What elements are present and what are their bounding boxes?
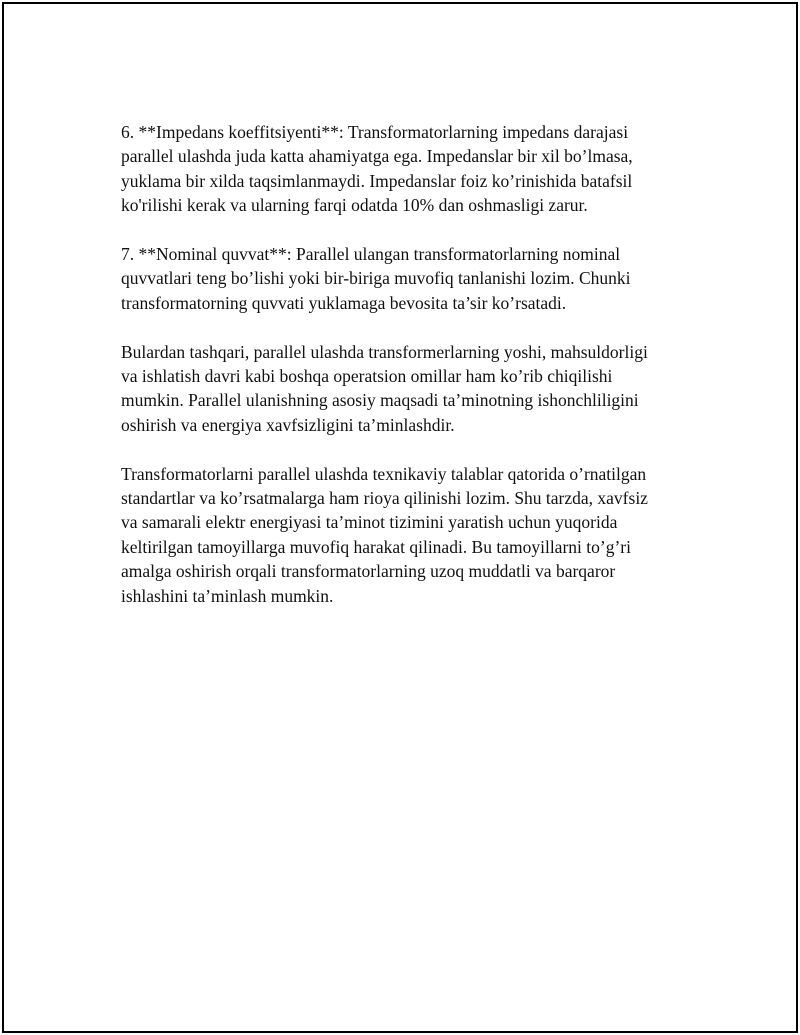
paragraph-operational-factors: Bulardan tashqari, parallel ulashda transformerlarning yoshi, mahsuldorligi va ishlatish davri kabi boshqa operatsion omillar ham ko’rib chiqilishi mumkin. Parallel ulanishning asosiy maqsadi ta’minotning ishonchliligini oshirish va energiya xavfsizligini ta’minlashdir. <box>121 341 648 435</box>
page-frame <box>2 2 798 1033</box>
paragraph-impedance: 6. **Impedans koeffitsiyenti**: Transformatorlarning impedans darajasi parallel ulashda juda katta ahamiyatga ega. Impedanslar bir xil bo’lmasa, yuklama bir xilda taqsimlanmaydi. Impedanslar foiz ko’rinishida batafsil ko'rilishi kerak va ularning farqi odatda 10% dan oshmasligi zarur. <box>121 122 633 216</box>
paragraph-standards: Transformatorlarni parallel ulashda texnikaviy talablar qatorida o’rnatilgan standartlar va ko’rsatmalarga ham rioya qilinishi lozim. Shu tarzda, xavfsiz va samarali elektr energiyasi ta’minot tizimini yaratish uchun yuqorida keltirilgan tamoyillarga muvofiq harakat qilinadi. Bu tamoyillarni to’g’ri amalga oshirish orqali transformatorlarning uzoq muddatli va barqaror ishlashini ta’minlash mumkin. <box>121 463 648 606</box>
document-body <box>121 120 691 632</box>
paragraph-nominal-power: 7. **Nominal quvvat**: Parallel ulangan transformatorlarning nominal quvvatlari teng bo’lishi yoki bir-biriga muvofiq tanlanishi lozim. Chunki transformatorning quvvati yuklamaga bevosita ta’sir ko’rsatadi. <box>121 244 631 313</box>
